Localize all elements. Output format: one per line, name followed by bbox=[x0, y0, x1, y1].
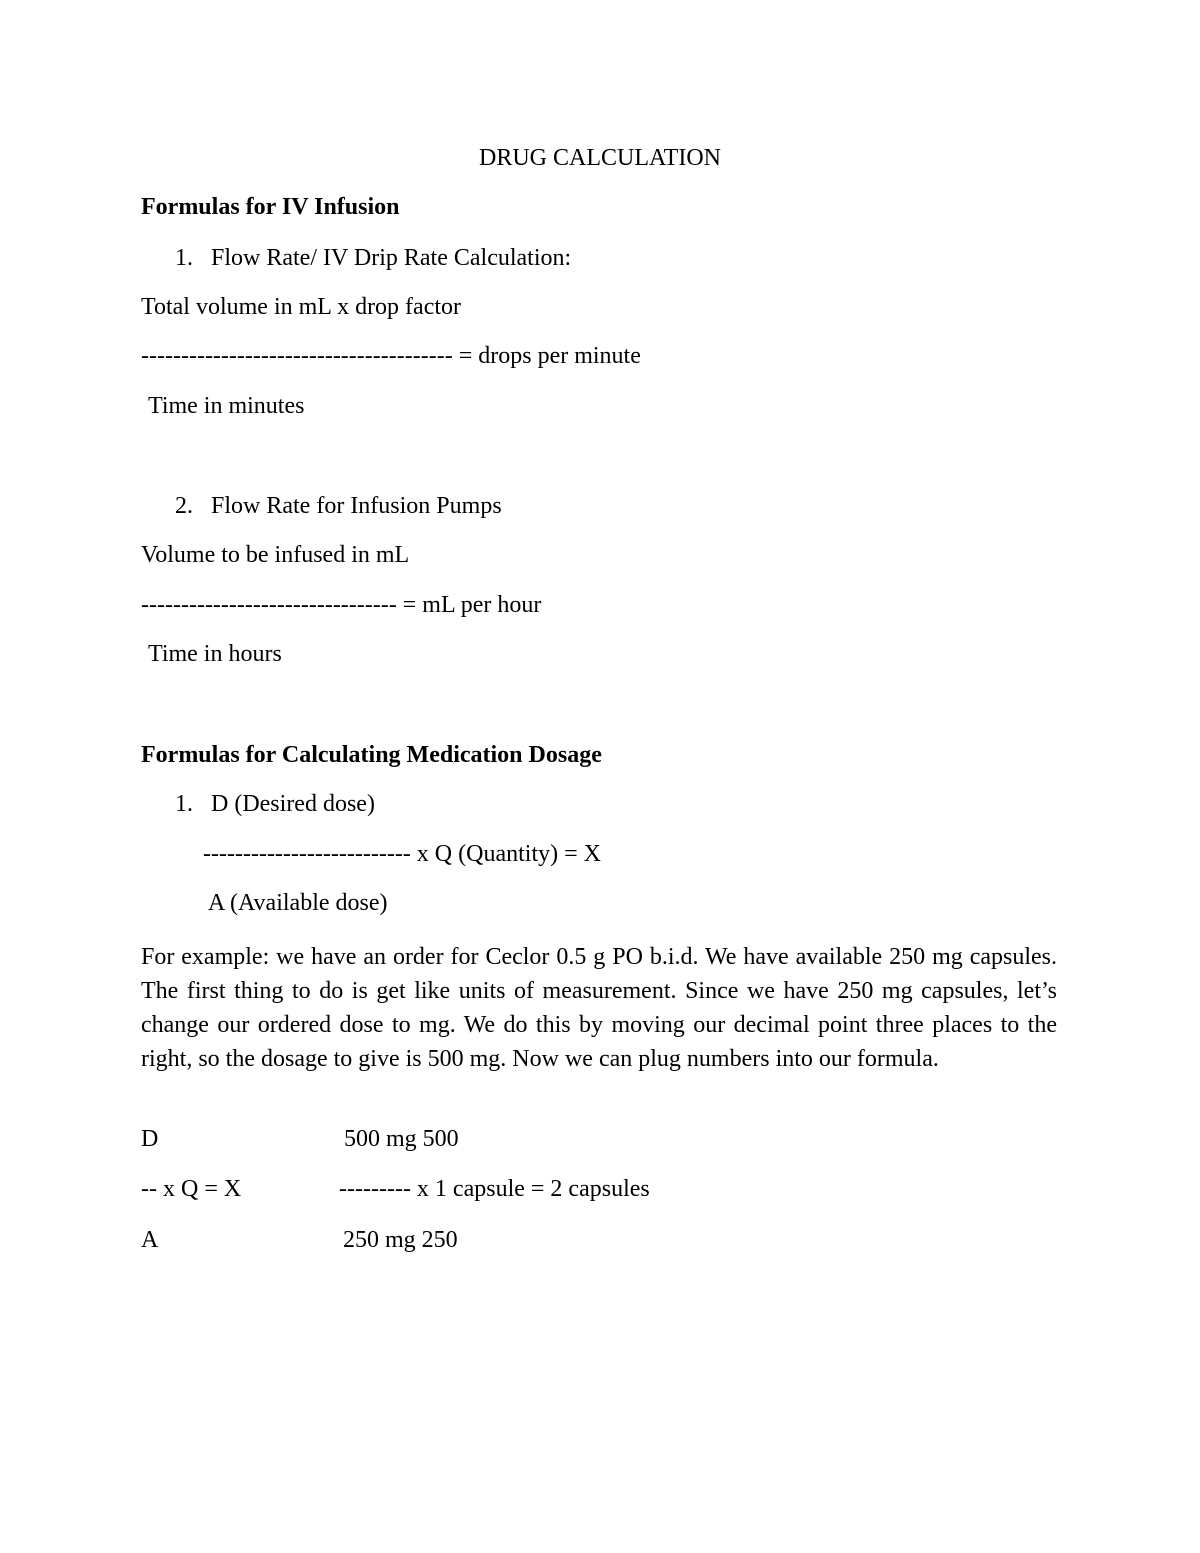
item-label-infusion-pumps: Flow Rate for Infusion Pumps bbox=[211, 493, 502, 519]
list-number: 1. bbox=[175, 791, 193, 817]
item-label-desired-dose: D (Desired dose) bbox=[211, 791, 375, 817]
example-calc-left-formula: -- x Q = X bbox=[141, 1176, 242, 1202]
formula-fraction-line: --------------------------------------- = drops per minute bbox=[141, 343, 641, 369]
example-calc-left-d: D bbox=[141, 1126, 159, 1152]
section-heading-medication-dosage: Formulas for Calculating Medication Dosage bbox=[141, 742, 602, 768]
formula-denominator: Time in hours bbox=[148, 641, 282, 667]
formula-fraction-line: -------------------------------- = mL per hour bbox=[141, 592, 542, 618]
document-title: DRUG CALCULATION bbox=[479, 145, 721, 171]
formula-denominator: Time in minutes bbox=[148, 393, 305, 419]
formula-numerator: Total volume in mL x drop factor bbox=[141, 294, 462, 320]
formula-denominator: A (Available dose) bbox=[208, 890, 388, 916]
section-heading-iv-infusion: Formulas for IV Infusion bbox=[141, 194, 400, 220]
example-calc-right-result: --------- x 1 capsule = 2 capsules bbox=[339, 1176, 650, 1202]
formula-numerator: Volume to be infused in mL bbox=[141, 542, 410, 568]
list-number: 2. bbox=[175, 493, 193, 519]
formula-fraction-line: -------------------------- x Q (Quantity) = X bbox=[203, 841, 601, 867]
example-paragraph: For example: we have an order for Ceclor 0.5 g PO b.i.d. We have available 250 mg capsules. The first thing to do is get like units of measurement. Since we have 250 mg capsules, let’s change our ordered dose to mg. We do this by moving our decimal point three places to the right, so the dosage to give is 500 mg. Now we can plug numbers into our formula. bbox=[141, 944, 1057, 1072]
example-calc-left-a: A bbox=[141, 1227, 159, 1253]
list-number: 1. bbox=[175, 245, 193, 271]
example-calc-right-numerator: 500 mg 500 bbox=[344, 1126, 459, 1152]
example-calc-right-denominator: 250 mg 250 bbox=[343, 1227, 458, 1253]
item-label-drip-rate: Flow Rate/ IV Drip Rate Calculation: bbox=[211, 245, 572, 271]
